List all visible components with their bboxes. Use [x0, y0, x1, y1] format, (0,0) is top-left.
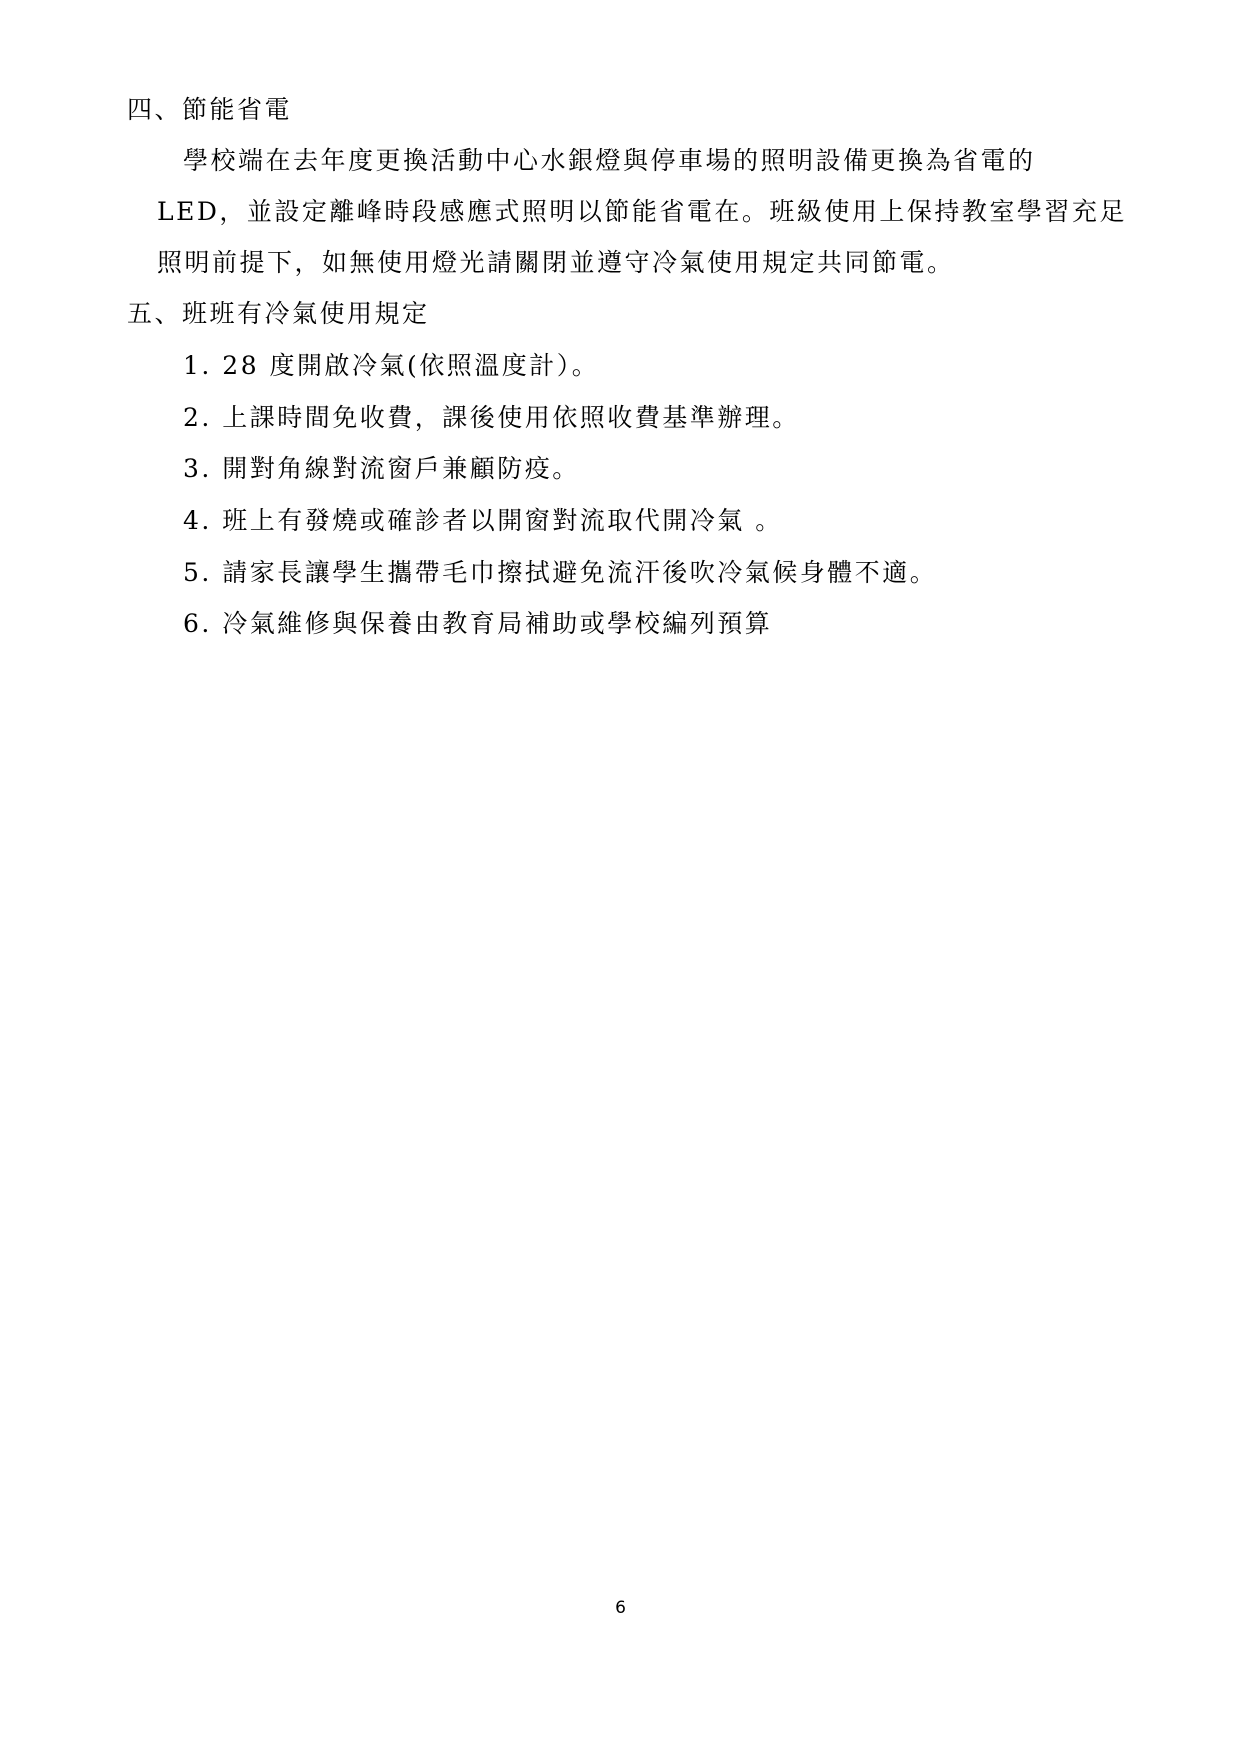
list-item: 4. 班上有發燒或確診者以開窗對流取代開冷氣 。: [183, 506, 783, 535]
paragraph-line: 學校端在去年度更換活動中心水銀燈與停車場的照明設備更換為省電的: [183, 146, 1036, 175]
section-5-heading: 五、班班有冷氣使用規定: [127, 299, 430, 328]
page-number: 6: [615, 1598, 626, 1618]
list-item: 1. 28 度開啟冷氣(依照溫度計）。: [183, 351, 600, 380]
list-item: 2. 上課時間免收費，課後使用依照收費基準辦理。: [183, 403, 800, 432]
list-item: 5. 請家長讓學生攜帶毛巾擦拭避免流汗後吹冷氣候身體不適。: [183, 558, 938, 587]
paragraph-line: LED，並設定離峰時段感應式照明以節能省電在。班級使用上保持教室學習充足: [157, 197, 1127, 226]
list-item: 3. 開對角線對流窗戶兼顧防疫。: [183, 454, 580, 483]
paragraph-line: 照明前提下，如無使用燈光請關閉並遵守冷氣使用規定共同節電。: [157, 248, 955, 277]
section-4-heading: 四、節能省電: [127, 95, 293, 124]
list-item: 6. 冷氣維修與保養由教育局補助或學校編列預算: [183, 609, 773, 638]
